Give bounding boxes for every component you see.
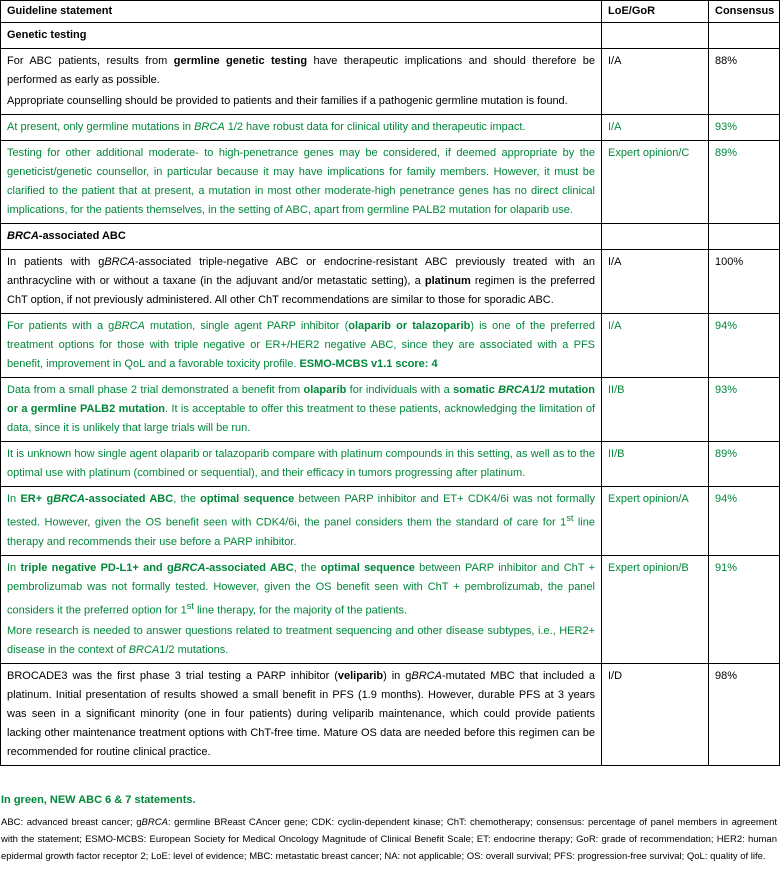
consensus-cell: 94% — [709, 314, 780, 378]
loe-cell: II/B — [602, 442, 709, 487]
table-row-new — [1, 555, 780, 664]
consensus-cell: 93% — [709, 378, 780, 442]
statement-cell: It is unknown how single agent olaparib or talazoparib compare with platinum compounds in this setting, as well as to the optimal use with platinum (combined or sequential), and their efficacy in tumors progressing after platinum. — [1, 442, 602, 487]
consensus-cell: 91% — [709, 555, 780, 664]
section-title-brca-associated: BRCA-associated ABC — [1, 224, 602, 250]
table-row-new — [1, 314, 780, 378]
table-row-new — [1, 378, 780, 442]
table-row — [1, 664, 780, 766]
section-empty-cell — [602, 224, 709, 250]
loe-cell: II/B — [602, 378, 709, 442]
section-row-genetic-testing — [1, 23, 780, 49]
statement-paragraph: Appropriate counselling should be provided to patients and their families if a pathogenic germline mutation is found. — [7, 95, 568, 107]
consensus-cell: 93% — [709, 115, 780, 141]
loe-cell: Expert opinion/B — [602, 555, 709, 664]
table-row-new — [1, 141, 780, 224]
table-row-new — [1, 115, 780, 141]
table-row-new — [1, 442, 780, 487]
section-empty-cell — [709, 224, 780, 250]
loe-cell: Expert opinion/C — [602, 141, 709, 224]
green-legend-note: In green, NEW ABC 6 & 7 statements. — [1, 794, 196, 806]
table-footnote — [1, 792, 777, 865]
table-row — [1, 49, 780, 115]
statement-cell: Testing for other additional moderate- to high-penetrance genes may be considered, if deemed appropriate by the geneticist/genetic counsellor, in particular because it may have implications for family members. However, it must be clarified to the patient that at present, a mutation in most other moderate-high penetrance genes has no direct clinical implications, for the patients themselves, in the setting of ABC, apart from germline PALB2 mutation for olaparib use. — [1, 141, 602, 224]
abbreviations-note: ABC: advanced breast cancer; gBRCA: germline BReast CAncer gene; CDK: cyclin-dependent kinase; ChT: chemotherapy; consensus: percentage of panel members in agreement with the statement; ESMO-MCBS: European Society for Medical Oncology Magnitude of Clinical Benefit Scale; ET: endocrine therapy; GoR: grade of recommendation; HER2: human epidermal growth factor receptor 2; LoE: level of evidence; MBC: metastatic breast cancer; NA: not applicable; OS: overall survival; PFS: progression-free survival; QoL: quality of life. — [1, 817, 777, 862]
loe-cell: I/A — [602, 115, 709, 141]
section-empty-cell — [602, 23, 709, 49]
loe-cell: I/A — [602, 250, 709, 314]
header-consensus: Consensus — [709, 1, 780, 23]
loe-cell: Expert opinion/A — [602, 487, 709, 556]
consensus-cell: 88% — [709, 49, 780, 115]
section-row-brca-associated — [1, 224, 780, 250]
consensus-cell: 100% — [709, 250, 780, 314]
statement-paragraph: In triple negative PD-L1+ and gBRCA-associated ABC, the optimal sequence between PARP inhibitor and ChT + pembrolizumab was not formally tested. However, given the OS benefit seen with ChT + pembrolizumab, the panel considers it the preferred option for 1st line therapy, for the majority of the patients. — [7, 561, 595, 617]
statement-cell: For patients with a gBRCA mutation, single agent PARP inhibitor (olaparib or talazoparib) is one of the preferred treatment options for those with triple negative or ER+/HER2 negative ABC, since they are associated with a PFS benefit, improvement in QoL and a favorable toxicity profile. ESMO-MCBS v1.1 score: 4 — [1, 314, 602, 378]
table-row-new — [1, 487, 780, 556]
section-title-genetic-testing: Genetic testing — [1, 23, 602, 49]
statement-cell: BROCADE3 was the first phase 3 trial testing a PARP inhibitor (veliparib) in gBRCA-mutated MBC that included a platinum. Initial presentation of results showed a small benefit in PFS (1.9 months). However, durable PFS at 3 years was seen in a significant minority (one in four patients) during veliparib maintenance, which could provide patients lacking other maintenance treatment options with ChT-free time. Mature OS data are needed before this regimen can be recommended for routine clinical practice. — [1, 664, 602, 766]
loe-cell: I/A — [602, 314, 709, 378]
header-statement: Guideline statement — [1, 1, 602, 23]
statement-cell: In patients with gBRCA-associated triple-negative ABC or endocrine-resistant ABC previously treated with an anthracycline with or without a taxane (in the adjuvant and/or metastatic setting), a platinum regimen is the preferred ChT option, if not previously administered. All other ChT recommendations are similar to those for sporadic ABC. — [1, 250, 602, 314]
statement-paragraph: More research is needed to answer questions related to treatment sequencing and other disease subtypes, i.e., HER2+ disease in the context of BRCA1/2 mutations. — [7, 625, 595, 657]
consensus-cell: 89% — [709, 141, 780, 224]
statement-cell — [1, 49, 602, 115]
header-loe-gor: LoE/GoR — [602, 1, 709, 23]
consensus-cell: 89% — [709, 442, 780, 487]
consensus-cell: 94% — [709, 487, 780, 556]
statement-cell: In ER+ gBRCA-associated ABC, the optimal sequence between PARP inhibitor and ET+ CDK4/6i was not formally tested. However, given the OS benefit seen with CDK4/6i, the panel considers them the standard of care for 1st line therapy and recommends their use before a PARP inhibitor. — [1, 487, 602, 556]
table-header-row — [1, 1, 780, 23]
consensus-cell: 98% — [709, 664, 780, 766]
loe-cell: I/A — [602, 49, 709, 115]
section-empty-cell — [709, 23, 780, 49]
table-row — [1, 250, 780, 314]
statement-cell: Data from a small phase 2 trial demonstrated a benefit from olaparib for individuals with a somatic BRCA1/2 mutation or a germline PALB2 mutation. It is acceptable to offer this treatment to these patients, acknowledging the limitation of data, since it is unlikely that large trials will be run. — [1, 378, 602, 442]
loe-cell: I/D — [602, 664, 709, 766]
statement-cell: At present, only germline mutations in BRCA 1/2 have robust data for clinical utility and therapeutic impact. — [1, 115, 602, 141]
statement-paragraph: For ABC patients, results from germline genetic testing have therapeutic implications and should therefore be performed as early as possible. — [7, 55, 596, 86]
statement-cell — [1, 555, 602, 664]
